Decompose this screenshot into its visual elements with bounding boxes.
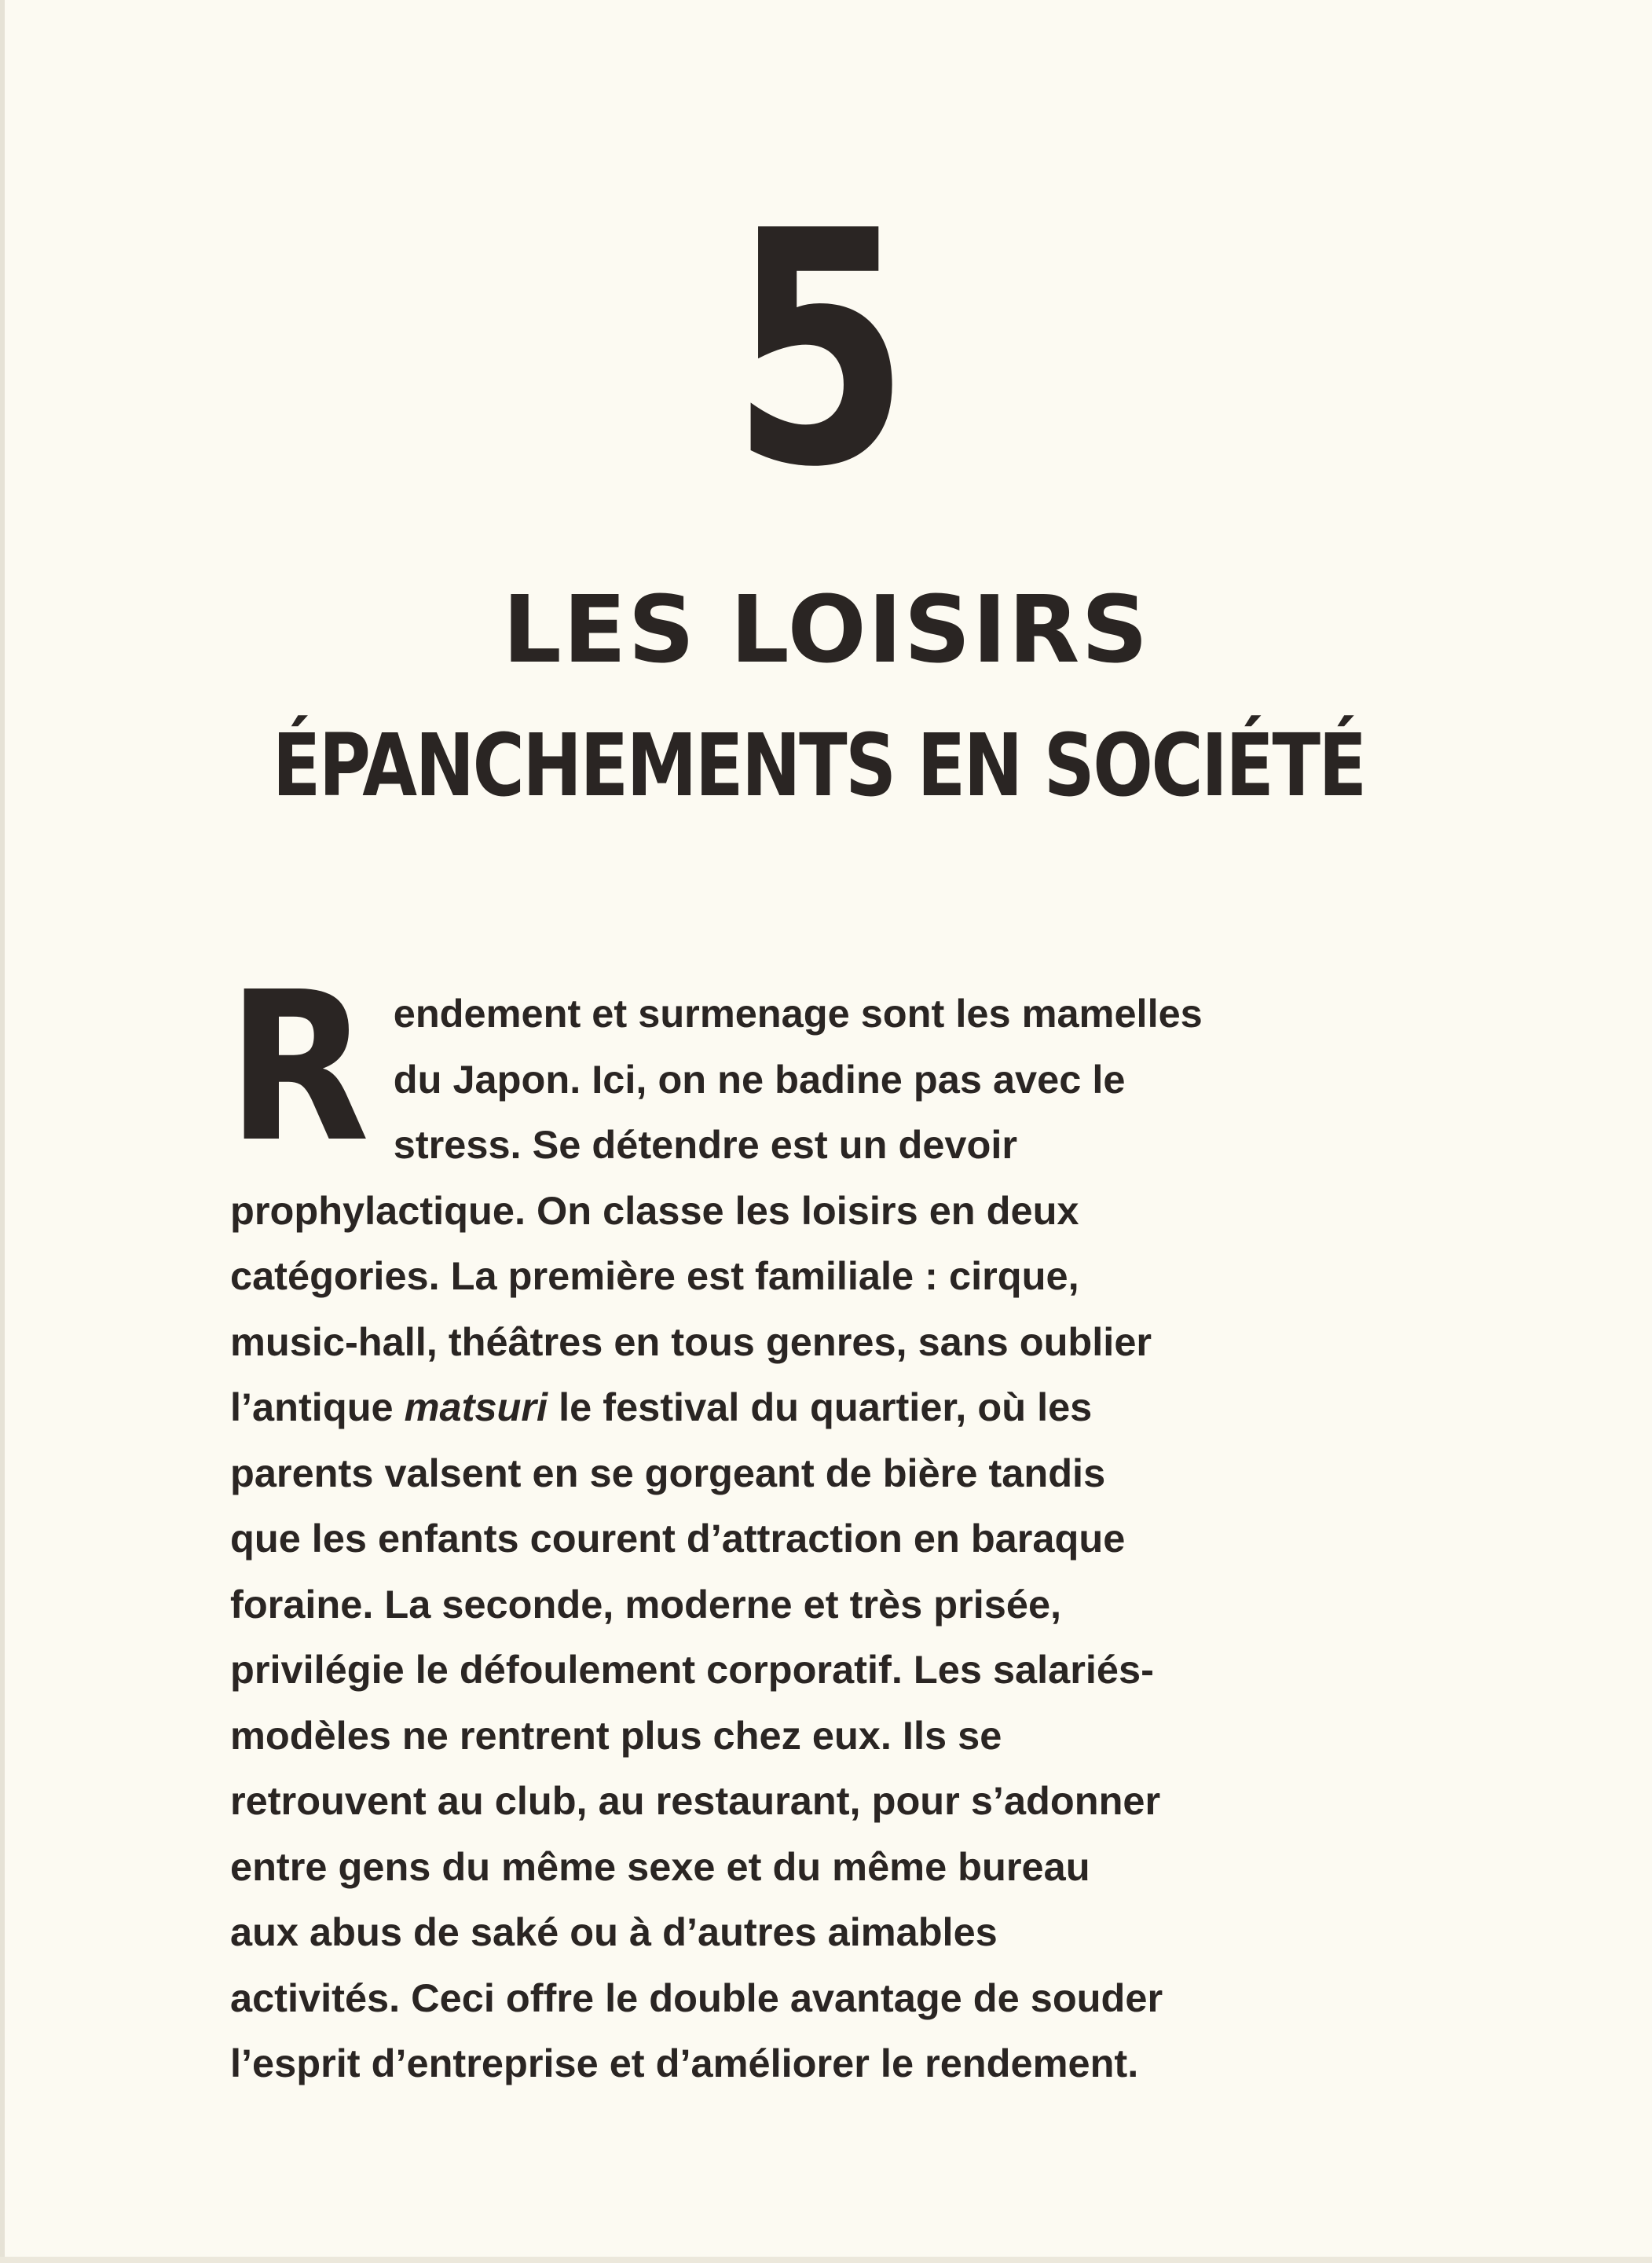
chapter-subtitle: ÉPANCHEMENTS EN SOCIÉTÉ [272,715,1365,816]
body-line: privilégie le défoulement corporatif. Les salariés- [230,1647,1154,1692]
body-line-end: le festival du quartier, où les [559,1385,1093,1429]
body-line: stress. Se détendre est un devoir [393,1122,1018,1167]
body-line: foraine. La seconde, moderne et très prisée, [230,1581,1062,1627]
body-line-start: l’antique [230,1385,394,1429]
body-line: catégories. La première est familiale : cirque, [230,1253,1079,1298]
body-line: du Japon. Ici, on ne badine pas avec le [393,1056,1126,1102]
body-paragraph [227,948,1346,2096]
body-line: parents valsent en se gorgeant de bière tandis [230,1450,1106,1495]
body-line: entre gens du même sexe et du même bureau [230,1843,1090,1889]
body-line: que les enfants courent d’attraction en baraque [230,1516,1126,1561]
body-line: l’esprit d’entreprise et d’améliorer le rendement. [230,2041,1139,2085]
body-line: retrouvent au club, au restaurant, pour s’adonner [230,1778,1161,1823]
page-left-edge [0,0,5,2263]
drop-cap: R [227,948,370,1187]
body-line: music-hall, théâtres en tous genres, sans oublier [230,1319,1152,1364]
body-line [230,1374,1346,1440]
body-line: aux abus de saké ou à d’autres aimables [230,1909,998,1954]
italic-term-matsuri: matsuri [404,1385,548,1429]
body-line: endement et surmenage sont les mamelles [393,991,1203,1036]
body-line: activités. Ceci offre le double avantage de souder [230,1975,1163,2020]
chapter-number: 5 [731,162,906,537]
chapter-title: LES LOISIRS [502,575,1150,684]
page-bottom-edge [0,2257,1652,2263]
body-line: modèles ne rentrent plus chez eux. Ils se [230,1712,1002,1758]
body-line: prophylactique. On classe les loisirs en deux [230,1187,1079,1233]
